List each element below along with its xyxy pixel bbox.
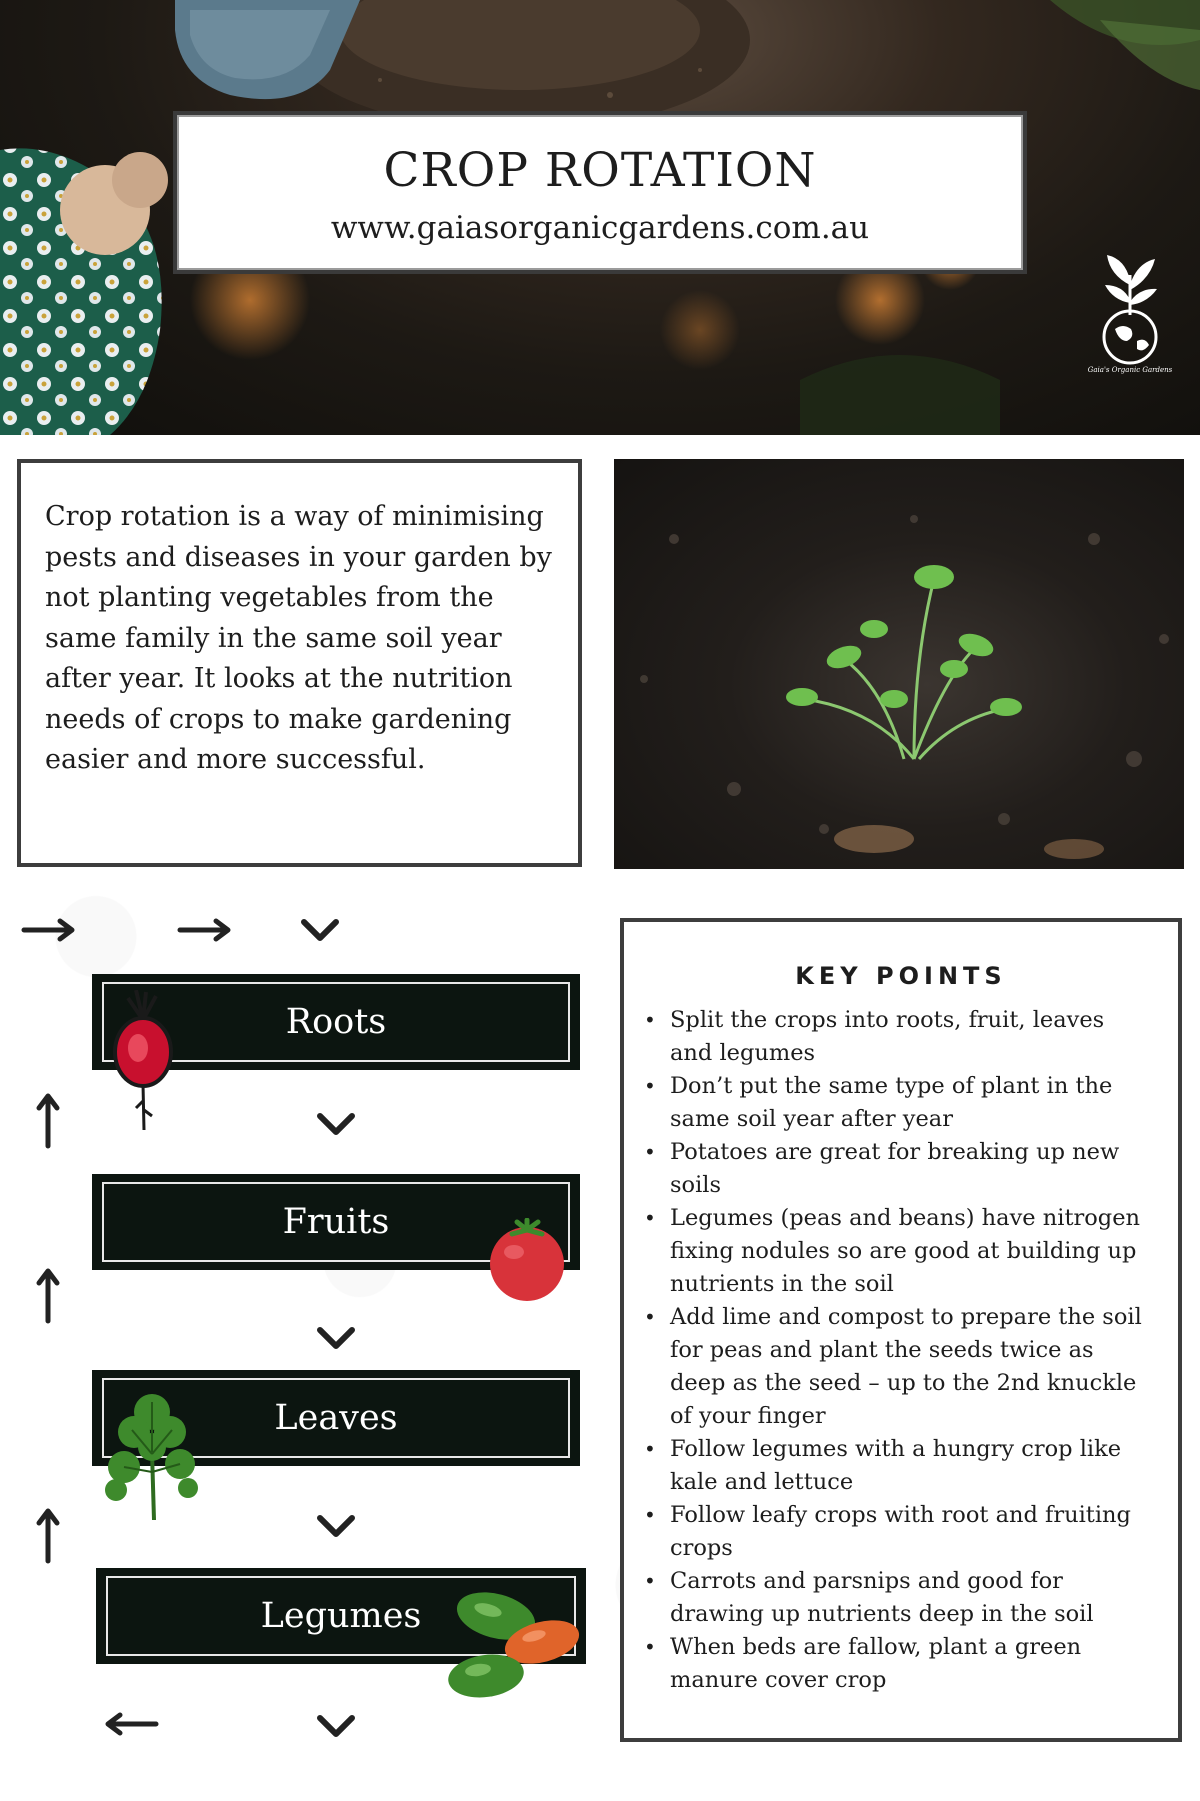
intro-text: Crop rotation is a way of minimising pests and diseases in your garden by not planting vegetables from the same family in the same soil year after year. It looks at the nutrition needs of crops to make gardening easier and more successful. (45, 501, 552, 775)
chevron-down-icon (306, 1496, 366, 1556)
beetroot-icon (108, 990, 178, 1135)
crop-label-roots: Roots (285, 1002, 387, 1042)
logo-text: Gaia's Organic Gardens (1087, 366, 1173, 374)
arrow-up-icon (18, 1505, 78, 1565)
key-point-item: • Add lime and compost to prepare the soil for peas and plant the seeds twice as deep as the seed – up to the 2nd knuckle of your finger (670, 1301, 1150, 1433)
arrow-up-icon (18, 1265, 78, 1325)
crop-label-leaves: Leaves (274, 1398, 398, 1438)
seedling-photo (614, 459, 1184, 869)
key-point-item: • When beds are fallow, plant a green manure cover crop (670, 1631, 1150, 1697)
header-banner (0, 0, 1200, 435)
chevron-down-icon (290, 900, 350, 960)
beans-icon (444, 1586, 584, 1704)
arrow-up-icon (18, 1090, 78, 1150)
chevron-down-icon (306, 1094, 366, 1154)
arrow-left-icon (100, 1694, 160, 1754)
chevron-down-icon (306, 1696, 366, 1756)
website-link[interactable]: www.gaiasorganicgardens.com.au (330, 210, 870, 246)
key-points-title: KEY POINTS (795, 962, 1007, 990)
gaia-logo-icon (1085, 245, 1175, 375)
key-point-item: • Don’t put the same type of plant in the same soil year after year (670, 1070, 1150, 1136)
arrow-right-icon (176, 900, 236, 960)
key-points-list (670, 1004, 1150, 1697)
title-box (173, 111, 1027, 274)
chevron-down-icon (306, 1308, 366, 1368)
key-point-item: • Follow legumes with a hungry crop like kale and lettuce (670, 1433, 1150, 1499)
page-title: CROP ROTATION (383, 143, 817, 198)
seedling-illustration (614, 459, 1184, 869)
crop-label-fruits: Fruits (282, 1202, 390, 1242)
key-points-box (620, 918, 1182, 1742)
tomato-icon (484, 1218, 570, 1302)
intro-box (17, 459, 582, 867)
crop-label-legumes: Legumes (260, 1596, 422, 1636)
key-point-item: • Carrots and parsnips and good for drawing up nutrients deep in the soil (670, 1565, 1150, 1631)
parsley-leaf-icon (104, 1392, 202, 1522)
key-point-item: • Split the crops into roots, fruit, leaves and legumes (670, 1004, 1150, 1070)
key-point-item: • Legumes (peas and beans) have nitrogen fixing nodules so are good at building up nutrients in the soil (670, 1202, 1150, 1301)
arrow-right-icon (20, 900, 80, 960)
key-point-item: • Follow leafy crops with root and fruiting crops (670, 1499, 1150, 1565)
key-point-item: • Potatoes are great for breaking up new soils (670, 1136, 1150, 1202)
